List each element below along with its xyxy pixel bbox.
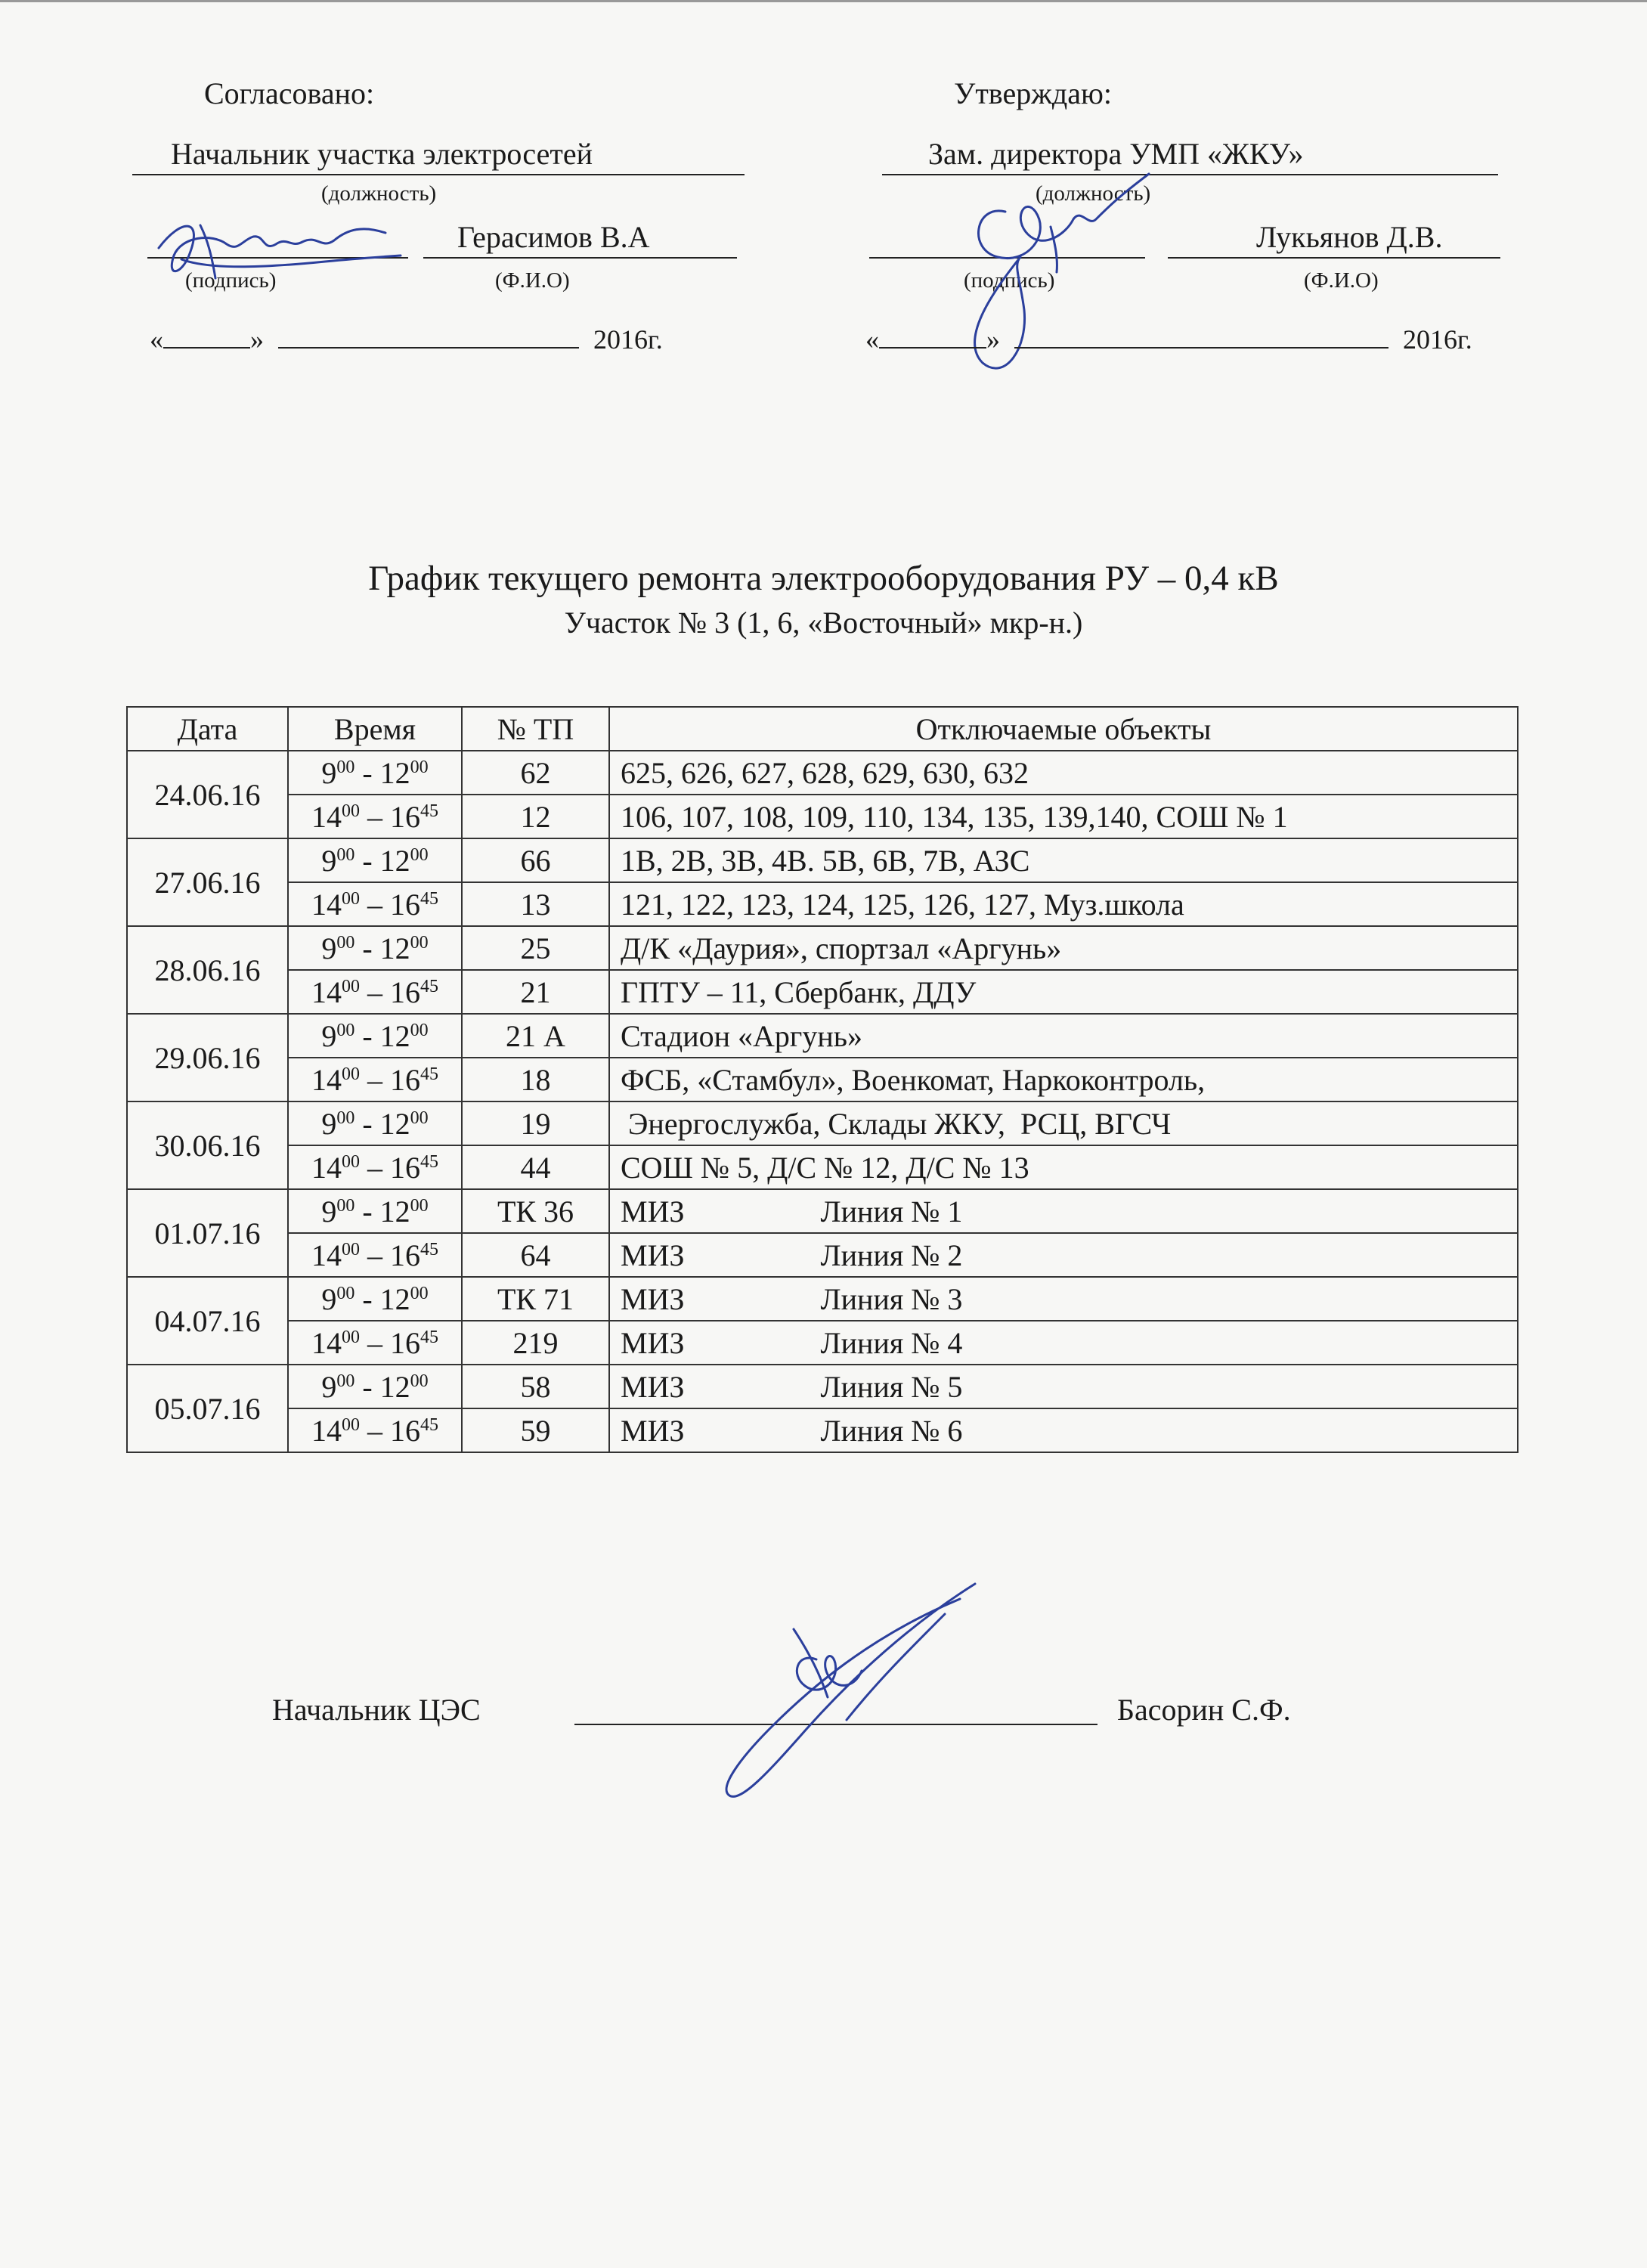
time-start-minutes: 00 bbox=[342, 1239, 360, 1259]
header-date: Дата bbox=[127, 707, 288, 751]
cell-objects bbox=[609, 926, 1518, 970]
time-start-hour: 14 bbox=[311, 974, 342, 1009]
agreed-position: Начальник участка электросетей bbox=[171, 137, 593, 171]
agreed-name: Герасимов В.А bbox=[457, 220, 650, 254]
time-start-hour: 9 bbox=[321, 843, 337, 878]
cell-date: 27.06.16 bbox=[127, 838, 288, 926]
objects-text: Стадион «Аргунь» bbox=[621, 1018, 862, 1053]
cell-date: 05.07.16 bbox=[127, 1365, 288, 1452]
agreed-heading: Согласовано: bbox=[204, 76, 375, 110]
agreed-year: 2016г. bbox=[593, 324, 663, 355]
table-row bbox=[127, 1233, 1518, 1277]
cell-time bbox=[288, 795, 462, 838]
time-start-minutes: 00 bbox=[342, 1327, 360, 1347]
time-end-minutes: 45 bbox=[420, 1327, 438, 1347]
time-end-hour: 16 bbox=[390, 1238, 420, 1272]
agreed-date bbox=[150, 324, 663, 355]
time-start-hour: 9 bbox=[321, 1106, 337, 1141]
time-end-hour: 12 bbox=[379, 1018, 410, 1053]
time-end-minutes: 45 bbox=[420, 1414, 438, 1435]
time-start-hour: 9 bbox=[321, 1281, 337, 1316]
table-row bbox=[127, 1365, 1518, 1408]
time-start-hour: 14 bbox=[311, 799, 342, 834]
time-separator: - bbox=[354, 1106, 380, 1141]
time-end-hour: 16 bbox=[390, 1150, 420, 1185]
agreed-signature-caption: (подпись) bbox=[185, 268, 277, 293]
cell-time bbox=[288, 1233, 462, 1277]
objects-line: Линия № 4 bbox=[820, 1325, 963, 1360]
cell-objects bbox=[609, 970, 1518, 1014]
time-separator: – bbox=[360, 887, 390, 922]
time-separator: – bbox=[360, 1325, 390, 1360]
time-start-minutes: 00 bbox=[342, 1064, 360, 1084]
cell-tp: 21 А bbox=[462, 1014, 609, 1058]
agreed-name-line bbox=[423, 257, 737, 259]
approved-date-open: « bbox=[865, 324, 879, 355]
time-end-hour: 16 bbox=[390, 974, 420, 1009]
approved-name-caption: (Ф.И.О) bbox=[1304, 268, 1379, 293]
time-end-hour: 16 bbox=[390, 1413, 420, 1448]
cell-objects bbox=[609, 1189, 1518, 1233]
table-row bbox=[127, 1277, 1518, 1321]
time-end-hour: 12 bbox=[379, 755, 410, 790]
cell-objects bbox=[609, 882, 1518, 926]
time-start-hour: 14 bbox=[311, 1413, 342, 1448]
schedule-body bbox=[127, 751, 1518, 1452]
time-separator: – bbox=[360, 974, 390, 1009]
table-row bbox=[127, 1145, 1518, 1189]
time-start-hour: 9 bbox=[321, 1018, 337, 1053]
cell-tp: 66 bbox=[462, 838, 609, 882]
header-tp: № ТП bbox=[462, 707, 609, 751]
objects-text: 1В, 2В, 3В, 4В. 5В, 6В, 7В, АЗС bbox=[621, 843, 1030, 878]
cell-tp: ТК 36 bbox=[462, 1189, 609, 1233]
time-start-hour: 14 bbox=[311, 1238, 342, 1272]
time-separator: - bbox=[354, 931, 380, 965]
time-start-minutes: 00 bbox=[342, 976, 360, 996]
time-start-minutes: 00 bbox=[336, 757, 355, 777]
approved-date bbox=[865, 324, 1472, 355]
time-separator: - bbox=[354, 1281, 380, 1316]
agreed-signature-image bbox=[136, 203, 408, 293]
time-end-minutes: 00 bbox=[410, 1283, 429, 1303]
objects-text: Энергослужба, Склады ЖКУ, РСЦ, ВГСЧ bbox=[621, 1106, 1172, 1141]
time-separator: – bbox=[360, 1238, 390, 1272]
time-separator: - bbox=[354, 1369, 380, 1404]
approved-name-line bbox=[1168, 257, 1500, 259]
objects-text: ФСБ, «Стамбул», Военкомат, Наркоконтроль, bbox=[621, 1062, 1206, 1097]
cell-objects bbox=[609, 1233, 1518, 1277]
cell-objects bbox=[609, 1408, 1518, 1452]
time-start-minutes: 00 bbox=[336, 1020, 355, 1040]
table-row bbox=[127, 1408, 1518, 1452]
footer-signature-image bbox=[658, 1569, 990, 1818]
time-separator: - bbox=[354, 1018, 380, 1053]
cell-time bbox=[288, 1365, 462, 1408]
document-title: График текущего ремонта электрооборудования РУ – 0,4 кВ bbox=[368, 559, 1279, 598]
time-end-hour: 12 bbox=[379, 1194, 410, 1228]
time-end-hour: 16 bbox=[390, 799, 420, 834]
objects-line: Линия № 6 bbox=[820, 1413, 963, 1448]
time-end-hour: 16 bbox=[390, 1325, 420, 1360]
objects-text: 121, 122, 123, 124, 125, 126, 127, Муз.школа bbox=[621, 887, 1184, 922]
agreed-name-caption: (Ф.И.О) bbox=[495, 268, 570, 293]
cell-date: 28.06.16 bbox=[127, 926, 288, 1014]
cell-time bbox=[288, 1277, 462, 1321]
time-start-minutes: 00 bbox=[336, 1108, 355, 1128]
time-end-hour: 12 bbox=[379, 1106, 410, 1141]
objects-text: Д/К «Даурия», спортзал «Аргунь» bbox=[621, 931, 1062, 965]
time-end-hour: 16 bbox=[390, 1062, 420, 1097]
table-row bbox=[127, 751, 1518, 795]
objects-text: ГПТУ – 11, Сбербанк, ДДУ bbox=[621, 974, 977, 1009]
approved-position: Зам. директора УМП «ЖКУ» bbox=[928, 137, 1304, 171]
cell-tp: 13 bbox=[462, 882, 609, 926]
time-end-minutes: 00 bbox=[410, 1195, 429, 1216]
objects-text: МИЗ bbox=[621, 1194, 685, 1228]
cell-objects bbox=[609, 1365, 1518, 1408]
time-separator: - bbox=[354, 1194, 380, 1228]
cell-objects bbox=[609, 1321, 1518, 1365]
time-end-minutes: 00 bbox=[410, 932, 429, 953]
objects-text: 106, 107, 108, 109, 110, 134, 135, 139,140, СОШ № 1 bbox=[621, 799, 1288, 834]
cell-objects bbox=[609, 1101, 1518, 1145]
agreed-date-open: « bbox=[150, 324, 163, 355]
table-row bbox=[127, 1058, 1518, 1101]
cell-time bbox=[288, 1189, 462, 1233]
time-start-minutes: 00 bbox=[336, 1371, 355, 1391]
cell-date: 24.06.16 bbox=[127, 751, 288, 838]
time-start-minutes: 00 bbox=[342, 1414, 360, 1435]
cell-date: 29.06.16 bbox=[127, 1014, 288, 1101]
cell-objects bbox=[609, 751, 1518, 795]
cell-tp: 25 bbox=[462, 926, 609, 970]
time-separator: – bbox=[360, 1413, 390, 1448]
approved-name: Лукьянов Д.В. bbox=[1256, 220, 1443, 254]
approved-year: 2016г. bbox=[1403, 324, 1472, 355]
time-end-hour: 12 bbox=[379, 931, 410, 965]
header-objects: Отключаемые объекты bbox=[609, 707, 1518, 751]
time-start-hour: 9 bbox=[321, 931, 337, 965]
time-start-minutes: 00 bbox=[336, 844, 355, 865]
objects-text: МИЗ bbox=[621, 1369, 685, 1404]
cell-date: 01.07.16 bbox=[127, 1189, 288, 1277]
table-row bbox=[127, 926, 1518, 970]
cell-time bbox=[288, 970, 462, 1014]
time-start-hour: 9 bbox=[321, 1194, 337, 1228]
objects-line: Линия № 2 bbox=[820, 1238, 963, 1272]
time-end-minutes: 00 bbox=[410, 844, 429, 865]
approved-heading: Утверждаю: bbox=[954, 76, 1112, 110]
objects-line: Линия № 1 bbox=[820, 1194, 963, 1228]
time-start-hour: 14 bbox=[311, 1325, 342, 1360]
approved-date-close: » bbox=[986, 324, 1000, 355]
cell-date: 30.06.16 bbox=[127, 1101, 288, 1189]
cell-tp: 18 bbox=[462, 1058, 609, 1101]
table-row bbox=[127, 970, 1518, 1014]
time-end-minutes: 00 bbox=[410, 1020, 429, 1040]
time-end-minutes: 45 bbox=[420, 1239, 438, 1259]
time-start-minutes: 00 bbox=[342, 801, 360, 821]
time-start-minutes: 00 bbox=[336, 1195, 355, 1216]
agreed-date-close: » bbox=[250, 324, 264, 355]
cell-tp: 12 bbox=[462, 795, 609, 838]
time-separator: – bbox=[360, 1062, 390, 1097]
document-subtitle: Участок № 3 (1, 6, «Восточный» мкр-н.) bbox=[564, 606, 1083, 640]
objects-text: МИЗ bbox=[621, 1413, 685, 1448]
time-start-hour: 14 bbox=[311, 1150, 342, 1185]
cell-tp: 219 bbox=[462, 1321, 609, 1365]
time-start-minutes: 00 bbox=[342, 888, 360, 909]
cell-date: 04.07.16 bbox=[127, 1277, 288, 1365]
time-end-minutes: 45 bbox=[420, 801, 438, 821]
cell-tp: 58 bbox=[462, 1365, 609, 1408]
approved-signature-caption: (подпись) bbox=[964, 268, 1055, 293]
time-separator: – bbox=[360, 799, 390, 834]
objects-line: Линия № 5 bbox=[820, 1369, 963, 1404]
objects-text: МИЗ bbox=[621, 1325, 685, 1360]
table-row bbox=[127, 1101, 1518, 1145]
objects-text: 625, 626, 627, 628, 629, 630, 632 bbox=[621, 755, 1029, 790]
agreed-position-line bbox=[132, 174, 745, 175]
cell-time bbox=[288, 1321, 462, 1365]
objects-line: Линия № 3 bbox=[820, 1281, 963, 1316]
time-end-minutes: 00 bbox=[410, 1108, 429, 1128]
time-end-minutes: 45 bbox=[420, 1151, 438, 1172]
cell-time bbox=[288, 1408, 462, 1452]
cell-objects bbox=[609, 795, 1518, 838]
time-start-minutes: 00 bbox=[342, 1151, 360, 1172]
cell-objects bbox=[609, 1014, 1518, 1058]
agreed-position-caption: (должность) bbox=[321, 181, 437, 206]
time-end-minutes: 45 bbox=[420, 1064, 438, 1084]
cell-tp: 64 bbox=[462, 1233, 609, 1277]
cell-time bbox=[288, 1058, 462, 1101]
approved-position-caption: (должность) bbox=[1036, 181, 1151, 206]
footer-position: Начальник ЦЭС bbox=[272, 1693, 481, 1727]
time-start-hour: 9 bbox=[321, 1369, 337, 1404]
time-end-hour: 16 bbox=[390, 887, 420, 922]
time-end-hour: 12 bbox=[379, 1369, 410, 1404]
cell-time bbox=[288, 838, 462, 882]
objects-text: СОШ № 5, Д/С № 12, Д/С № 13 bbox=[621, 1150, 1029, 1185]
table-row bbox=[127, 795, 1518, 838]
cell-objects bbox=[609, 1145, 1518, 1189]
time-end-hour: 12 bbox=[379, 1281, 410, 1316]
cell-objects bbox=[609, 838, 1518, 882]
cell-tp: 62 bbox=[462, 751, 609, 795]
time-end-minutes: 00 bbox=[410, 757, 429, 777]
scan-edge bbox=[0, 0, 1647, 2]
objects-text: МИЗ bbox=[621, 1238, 685, 1272]
time-end-hour: 12 bbox=[379, 843, 410, 878]
time-end-minutes: 45 bbox=[420, 976, 438, 996]
table-row bbox=[127, 1014, 1518, 1058]
time-start-hour: 9 bbox=[321, 755, 337, 790]
table-row bbox=[127, 882, 1518, 926]
table-row bbox=[127, 1189, 1518, 1233]
time-start-hour: 14 bbox=[311, 887, 342, 922]
cell-tp: 19 bbox=[462, 1101, 609, 1145]
time-separator: - bbox=[354, 843, 380, 878]
table-row bbox=[127, 1321, 1518, 1365]
cell-objects bbox=[609, 1277, 1518, 1321]
time-start-hour: 14 bbox=[311, 1062, 342, 1097]
footer-name: Басорин С.Ф. bbox=[1117, 1693, 1291, 1727]
cell-time bbox=[288, 882, 462, 926]
cell-time bbox=[288, 1014, 462, 1058]
cell-tp: 21 bbox=[462, 970, 609, 1014]
cell-objects bbox=[609, 1058, 1518, 1101]
cell-time bbox=[288, 926, 462, 970]
time-start-minutes: 00 bbox=[336, 932, 355, 953]
objects-text: МИЗ bbox=[621, 1281, 685, 1316]
cell-time bbox=[288, 751, 462, 795]
cell-time bbox=[288, 1145, 462, 1189]
schedule-table bbox=[126, 706, 1519, 1453]
time-start-minutes: 00 bbox=[336, 1283, 355, 1303]
time-separator: - bbox=[354, 755, 380, 790]
cell-tp: 59 bbox=[462, 1408, 609, 1452]
time-separator: – bbox=[360, 1150, 390, 1185]
table-row bbox=[127, 838, 1518, 882]
cell-time bbox=[288, 1101, 462, 1145]
table-header-row bbox=[127, 707, 1518, 751]
header-time: Время bbox=[288, 707, 462, 751]
time-end-minutes: 00 bbox=[410, 1371, 429, 1391]
cell-tp: 44 bbox=[462, 1145, 609, 1189]
cell-tp: ТК 71 bbox=[462, 1277, 609, 1321]
time-end-minutes: 45 bbox=[420, 888, 438, 909]
